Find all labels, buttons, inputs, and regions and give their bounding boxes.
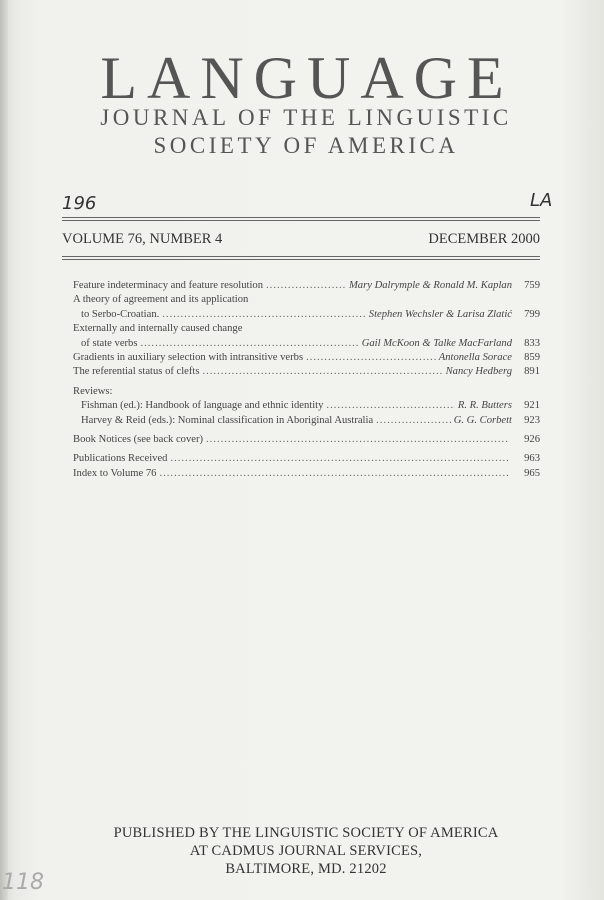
toc-entry: A theory of agreement and its application: [73, 294, 249, 306]
mid-rule-1: [62, 256, 540, 257]
reviews-heading: Reviews:: [73, 385, 113, 397]
issue-line: [62, 231, 540, 248]
handwritten-initials: LA: [530, 190, 553, 211]
toc-entry: to Serbo-Croatian. ..... Stephen Wechsler & Larisa Zlatić 799: [73, 309, 540, 323]
top-rule-1: [62, 217, 540, 218]
publisher-line3: BALTIMORE, MD. 21202: [225, 861, 387, 877]
top-rule-2: [62, 220, 540, 221]
toc-entry: Gradients in auxiliary selection with intransitive verbs ..... Antonella Sorace 859: [73, 352, 540, 366]
toc-entry: Externally and internally caused change: [73, 323, 243, 335]
toc-entry: Fishman (ed.): Handbook of language and ethnic identity ..... R. R. Butters 921: [73, 400, 540, 414]
mid-rule-2: [62, 259, 540, 260]
toc-entry: Index to Volume 76 ..... 965: [73, 468, 540, 482]
toc-entry: Feature indeterminacy and feature resolution ..... Mary Dalrymple & Ronald M. Kaplan 759: [73, 280, 540, 294]
publisher-line2: AT CADMUS JOURNAL SERVICES,: [189, 843, 423, 859]
publisher-line1: PUBLISHED BY THE LINGUISTIC SOCIETY OF AMERICA: [113, 825, 499, 841]
toc-entry: Book Notices (see back cover) ..... 926: [73, 434, 540, 448]
toc-entry: The referential status of clefts ..... Nancy Hedberg 891: [73, 366, 540, 380]
table-of-contents: [73, 280, 540, 482]
issue-date: DECEMBER 2000: [428, 231, 540, 247]
journal-title: LANGUAGE: [100, 45, 514, 111]
journal-subtitle-line2: SOCIETY OF AMERICA: [153, 133, 459, 158]
handwritten-number: 196: [62, 193, 97, 214]
volume-number: VOLUME 76, NUMBER 4: [62, 231, 223, 247]
toc-entry: Harvey & Reid (eds.): Nominal classification in Aboriginal Australia ..... G. G. Corbett 923: [73, 415, 540, 429]
toc-entry: Publications Received ..... 963: [73, 453, 540, 467]
journal-subtitle-line1: JOURNAL OF THE LINGUISTIC: [100, 105, 512, 130]
toc-entry: of state verbs ..... Gail McKoon & Talke MacFarland 833: [73, 338, 540, 352]
handwritten-mark: 118: [2, 870, 44, 895]
